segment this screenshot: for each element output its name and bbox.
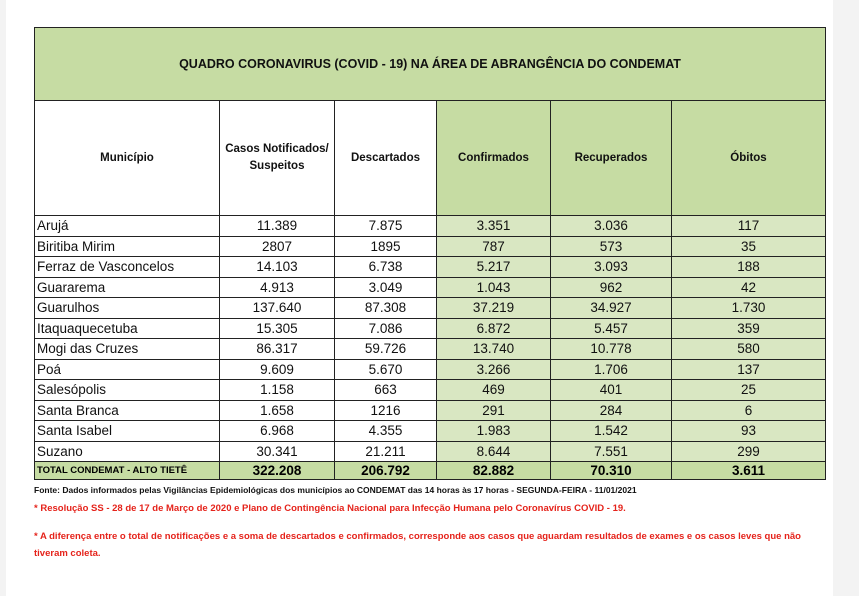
cell-obitos: 117: [672, 216, 826, 237]
cell-municipio: Salesópolis: [35, 380, 220, 401]
table-row: [35, 380, 826, 401]
cell-municipio: Guararema: [35, 277, 220, 298]
table-row: [35, 216, 826, 237]
cell-confirmados: 291: [437, 400, 551, 421]
cell-recuperados: 3.093: [551, 257, 672, 278]
cell-obitos: 137: [672, 359, 826, 380]
cell-descartados: 663: [335, 380, 437, 401]
cell-confirmados: 1.043: [437, 277, 551, 298]
cell-obitos: 35: [672, 236, 826, 257]
cell-casos: 14.103: [220, 257, 335, 278]
cell-recuperados: 10.778: [551, 339, 672, 360]
table-row: [35, 277, 826, 298]
cell-recuperados: 1.542: [551, 421, 672, 442]
cell-descartados: 7.875: [335, 216, 437, 237]
table-row: [35, 400, 826, 421]
cell-confirmados: 37.219: [437, 298, 551, 319]
resolution-note: * Resolução SS - 28 de 17 de Março de 2020 e Plano de Contingência Nacional para Infecção Humana pelo Coronavírus COVID - 19.: [34, 503, 626, 514]
total-recuperados: 70.310: [551, 462, 672, 480]
cell-casos: 6.968: [220, 421, 335, 442]
cell-descartados: 7.086: [335, 318, 437, 339]
cell-casos: 30.341: [220, 441, 335, 462]
cell-municipio: Biritiba Mirim: [35, 236, 220, 257]
cell-recuperados: 401: [551, 380, 672, 401]
cell-municipio: Ferraz de Vasconcelos: [35, 257, 220, 278]
cell-descartados: 6.738: [335, 257, 437, 278]
total-casos: 322.208: [220, 462, 335, 480]
cell-confirmados: 1.983: [437, 421, 551, 442]
cell-obitos: 93: [672, 421, 826, 442]
cell-obitos: 188: [672, 257, 826, 278]
total-descartados: 206.792: [335, 462, 437, 480]
cell-municipio: Mogi das Cruzes: [35, 339, 220, 360]
cell-obitos: 42: [672, 277, 826, 298]
cell-municipio: Arujá: [35, 216, 220, 237]
cell-confirmados: 5.217: [437, 257, 551, 278]
cell-municipio: Poá: [35, 359, 220, 380]
cell-obitos: 580: [672, 339, 826, 360]
cell-recuperados: 7.551: [551, 441, 672, 462]
cell-obitos: 6: [672, 400, 826, 421]
header-municipio: Município: [35, 101, 220, 216]
cell-confirmados: 13.740: [437, 339, 551, 360]
cell-obitos: 299: [672, 441, 826, 462]
cell-descartados: 87.308: [335, 298, 437, 319]
covid-table: [34, 27, 826, 480]
cell-recuperados: 1.706: [551, 359, 672, 380]
total-row: [35, 462, 826, 480]
cell-confirmados: 469: [437, 380, 551, 401]
table-row: [35, 339, 826, 360]
cell-casos: 1.658: [220, 400, 335, 421]
cell-descartados: 59.726: [335, 339, 437, 360]
cell-confirmados: 8.644: [437, 441, 551, 462]
cell-confirmados: 6.872: [437, 318, 551, 339]
table-row: [35, 257, 826, 278]
cell-recuperados: 5.457: [551, 318, 672, 339]
cell-confirmados: 3.351: [437, 216, 551, 237]
cell-recuperados: 573: [551, 236, 672, 257]
table-body: [35, 216, 826, 462]
cell-recuperados: 962: [551, 277, 672, 298]
cell-casos: 1.158: [220, 380, 335, 401]
cell-descartados: 21.211: [335, 441, 437, 462]
header-casos: Casos Notificados/ Suspeitos: [220, 101, 335, 216]
cell-casos: 137.640: [220, 298, 335, 319]
cell-obitos: 1.730: [672, 298, 826, 319]
cell-municipio: Guarulhos: [35, 298, 220, 319]
header-descartados: Descartados: [335, 101, 437, 216]
table-row: [35, 318, 826, 339]
total-obitos: 3.611: [672, 462, 826, 480]
cell-recuperados: 34.927: [551, 298, 672, 319]
table-row: [35, 236, 826, 257]
cell-casos: 86.317: [220, 339, 335, 360]
difference-note: * A diferença entre o total de notificações e a soma de descartados e confirmados, corresponde aos casos que aguardam resultados de exames e os casos leves que não tiveram coleta.: [34, 531, 801, 559]
cell-casos: 4.913: [220, 277, 335, 298]
cell-recuperados: 284: [551, 400, 672, 421]
header-row: [35, 101, 826, 216]
table-row: [35, 298, 826, 319]
cell-casos: 2807: [220, 236, 335, 257]
cell-recuperados: 3.036: [551, 216, 672, 237]
cell-descartados: 1216: [335, 400, 437, 421]
header-confirmados: Confirmados: [437, 101, 551, 216]
cell-casos: 15.305: [220, 318, 335, 339]
header-recuperados: Recuperados: [551, 101, 672, 216]
table-row: [35, 421, 826, 442]
table-row: [35, 359, 826, 380]
cell-confirmados: 3.266: [437, 359, 551, 380]
cell-confirmados: 787: [437, 236, 551, 257]
header-obitos: Óbitos: [672, 101, 826, 216]
cell-descartados: 1895: [335, 236, 437, 257]
cell-descartados: 4.355: [335, 421, 437, 442]
table-title: QUADRO CORONAVIRUS (COVID - 19) NA ÁREA DE ABRANGÊNCIA DO CONDEMAT: [35, 28, 826, 101]
cell-municipio: Santa Isabel: [35, 421, 220, 442]
cell-obitos: 359: [672, 318, 826, 339]
document-page: [6, 0, 833, 596]
cell-municipio: Suzano: [35, 441, 220, 462]
source-note: Fonte: Dados informados pelas Vigilâncias Epidemiológicas dos municípios ao CONDEMAT das 14 horas às 17 horas - SEGUNDA-FEIRA - 11/01/2021: [34, 485, 637, 495]
total-confirmados: 82.882: [437, 462, 551, 480]
cell-descartados: 5.670: [335, 359, 437, 380]
cell-casos: 9.609: [220, 359, 335, 380]
cell-municipio: Itaquaquecetuba: [35, 318, 220, 339]
total-label: TOTAL CONDEMAT - ALTO TIETÊ: [35, 462, 220, 480]
table-row: [35, 441, 826, 462]
cell-descartados: 3.049: [335, 277, 437, 298]
cell-municipio: Santa Branca: [35, 400, 220, 421]
cell-casos: 11.389: [220, 216, 335, 237]
cell-obitos: 25: [672, 380, 826, 401]
